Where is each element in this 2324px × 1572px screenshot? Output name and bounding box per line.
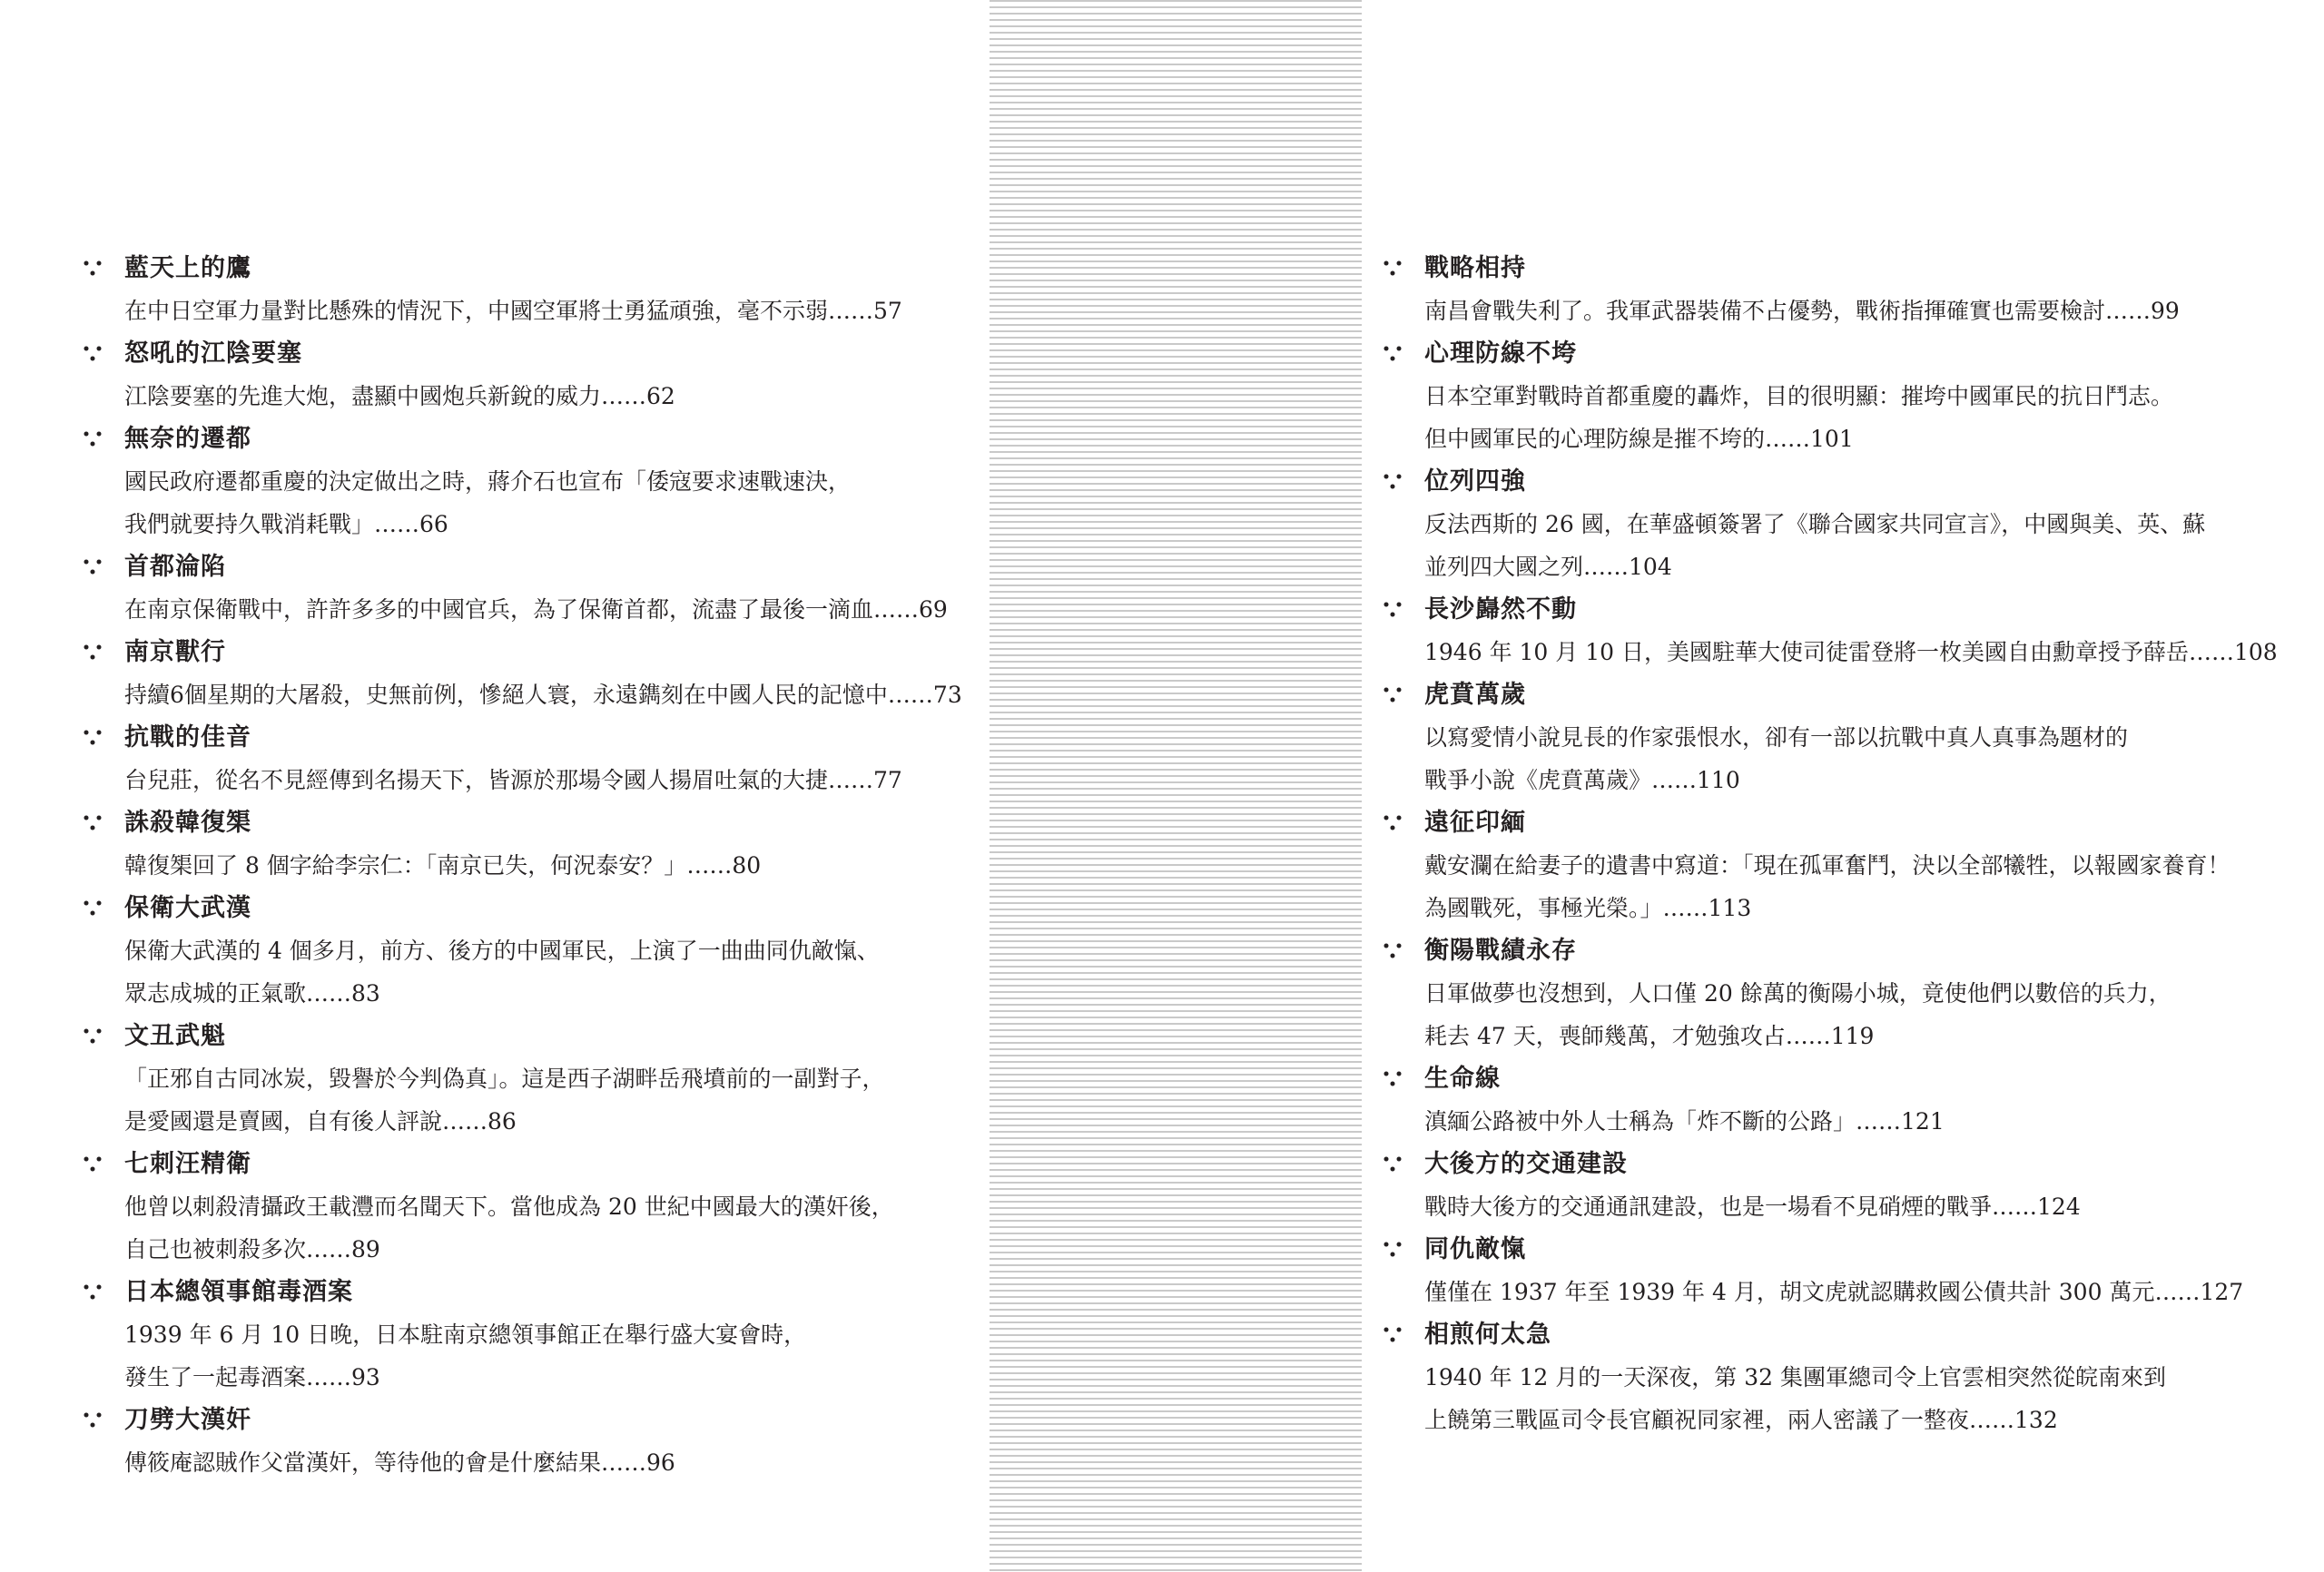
entry-heading (82, 716, 990, 759)
entry-summary-line (82, 290, 990, 332)
page-leader: …… (1785, 1023, 1831, 1049)
page-number: 119 (1830, 1023, 1875, 1049)
entry-summary-line (82, 1100, 990, 1143)
toc-entry (1382, 247, 2317, 332)
entry-heading (1382, 460, 2317, 503)
summary-text: 持續6個星期的大屠殺，史無前例，慘絕人寰，永遠鐫刻在中國人民的記憶中 (124, 682, 888, 708)
summary-text: 僅僅在 1937 年至 1939 年 4 月，胡文虎就認購救國公債共計 300 萬元 (1424, 1279, 2155, 1305)
entry-summary-line (82, 972, 990, 1015)
because-bullet-icon (1382, 673, 1424, 716)
page-number: 89 (351, 1236, 380, 1263)
page-number: 80 (732, 852, 762, 879)
entry-title: 長沙巋然不動 (1424, 595, 1577, 624)
toc-entry (1382, 1313, 2317, 1441)
page-number: 93 (351, 1364, 380, 1390)
because-bullet-icon (82, 418, 124, 460)
page-number: 113 (1708, 895, 1752, 921)
page-leader: …… (601, 383, 647, 409)
summary-text: 國民政府遷都重慶的決定做出之時，蔣介石也宣布「倭寇要求速戰速決， (124, 468, 852, 495)
entry-summary-line (1382, 1185, 2317, 1228)
summary-text: 為國戰死，事極光榮。」 (1424, 895, 1663, 921)
page-number: 121 (1901, 1108, 1945, 1135)
page-leader: …… (374, 511, 420, 537)
page-number: 77 (873, 767, 902, 793)
page-number: 124 (2037, 1194, 2081, 1220)
summary-text: 1939 年 6 月 10 日晚，日本駐南京總領事館正在舉行盛大宴會時， (124, 1321, 807, 1348)
toc-entry (82, 1015, 990, 1143)
entry-summary-line (1382, 290, 2317, 332)
toc-entry (82, 1271, 990, 1399)
because-bullet-icon (82, 1399, 124, 1441)
toc-entry (82, 631, 990, 716)
page-leader: …… (1765, 426, 1811, 452)
entry-title: 七刺汪精衛 (124, 1150, 251, 1178)
entry-summary-line (1382, 759, 2317, 801)
summary-text: 他曾以刺殺清攝政王載灃而名聞天下。當他成為 20 世紀中國最大的漢奸後， (124, 1194, 894, 1220)
page-leader: …… (601, 1449, 647, 1476)
because-bullet-icon (82, 716, 124, 759)
entry-title: 怒吼的江陰要塞 (124, 339, 302, 368)
entry-summary-line (1382, 1100, 2317, 1143)
summary-text: 1946 年 10 月 10 日，美國駐華大使司徒雷登將一枚美國自由勳章授予薛岳 (1424, 639, 2189, 665)
summary-text: 日軍做夢也沒想到，人口僅 20 餘萬的衡陽小城，竟使他們以數倍的兵力， (1424, 980, 2171, 1007)
toc-entry (1382, 929, 2317, 1057)
entry-summary-line (82, 460, 990, 503)
page-leader: …… (2188, 639, 2234, 665)
entry-heading (1382, 673, 2317, 716)
entry-title: 大後方的交通建設 (1424, 1150, 1628, 1178)
because-bullet-icon (1382, 929, 1424, 972)
page-number: 73 (932, 682, 962, 708)
entry-summary-line (1382, 503, 2317, 545)
entry-heading (1382, 1313, 2317, 1356)
because-bullet-icon (82, 545, 124, 588)
toc-entry (82, 418, 990, 545)
entry-summary-line (1382, 1399, 2317, 1441)
toc-entry (1382, 801, 2317, 929)
entry-title: 戰略相持 (1424, 254, 1526, 282)
entry-summary-line (82, 759, 990, 801)
summary-text: 保衛大武漢的 4 個多月，前方、後方的中國軍民，上演了一曲曲同仇敵愾、 (124, 938, 880, 964)
entry-summary-line (1382, 1271, 2317, 1313)
entry-heading (1382, 1143, 2317, 1185)
entry-summary-line (1382, 972, 2317, 1015)
entry-summary-line (1382, 1015, 2317, 1057)
because-bullet-icon (1382, 247, 1424, 290)
page-leader: …… (1992, 1194, 2038, 1220)
page-leader: …… (828, 298, 874, 324)
entry-heading (82, 1015, 990, 1057)
because-bullet-icon (1382, 332, 1424, 375)
page-number: 57 (873, 298, 902, 324)
toc-entry (1382, 332, 2317, 460)
page-leader: …… (442, 1108, 488, 1135)
toc-entry (1382, 1057, 2317, 1143)
page-leader: …… (1583, 554, 1630, 580)
because-bullet-icon (1382, 801, 1424, 844)
entry-summary-line (1382, 844, 2317, 887)
entry-summary-line (82, 673, 990, 716)
entry-title: 誅殺韓復榘 (124, 809, 251, 837)
because-bullet-icon (82, 1143, 124, 1185)
toc-entry (82, 545, 990, 631)
summary-text: 1940 年 12 月的一天深夜，第 32 集團軍總司令上官雲相突然從皖南來到 (1424, 1364, 2166, 1390)
because-bullet-icon (82, 332, 124, 375)
entry-title: 虎賁萬歲 (1424, 681, 1526, 709)
entry-heading (82, 247, 990, 290)
summary-text: 戰時大後方的交通通訊建設，也是一場看不見硝煙的戰爭 (1424, 1194, 1993, 1220)
entry-title: 日本總領事館毒酒案 (124, 1278, 353, 1306)
entry-summary-line (1382, 418, 2317, 460)
page-leader: …… (1856, 1108, 1902, 1135)
entry-heading (1382, 1057, 2317, 1100)
summary-text: 我們就要持久戰消耗戰」 (124, 511, 375, 537)
summary-text: 「正邪自古同冰炭，毀譽於今判偽真」。這是西子湖畔岳飛墳前的一副對子， (124, 1066, 885, 1092)
page-number: 62 (646, 383, 675, 409)
entry-summary-line (82, 1057, 990, 1100)
page-leader: …… (2154, 1279, 2201, 1305)
entry-summary-line (82, 1228, 990, 1271)
entry-heading (1382, 1228, 2317, 1271)
entry-heading (1382, 588, 2317, 631)
entry-heading (82, 887, 990, 929)
entry-summary-line (1382, 631, 2317, 673)
entry-title: 衡陽戰績永存 (1424, 937, 1577, 965)
page-number: 132 (2014, 1407, 2058, 1433)
page-leader: …… (873, 596, 920, 623)
summary-text: 上饒第三戰區司令長官顧祝同家裡，兩人密議了一整夜 (1424, 1407, 1970, 1433)
toc-entry (1382, 673, 2317, 801)
summary-text: 戰爭小說《虎賁萬歲》 (1424, 767, 1652, 793)
because-bullet-icon (82, 247, 124, 290)
because-bullet-icon (1382, 460, 1424, 503)
left-toc-column (82, 247, 990, 1484)
page-number: 127 (2200, 1279, 2244, 1305)
summary-text: 眾志成城的正氣歌 (124, 980, 307, 1007)
entry-summary-line (1382, 545, 2317, 588)
because-bullet-icon (1382, 1143, 1424, 1185)
entry-summary-line (1382, 375, 2317, 418)
summary-text: 耗去 47 天，喪師幾萬，才勉強攻占 (1424, 1023, 1786, 1049)
page-number: 66 (419, 511, 448, 537)
because-bullet-icon (82, 631, 124, 673)
toc-entry (1382, 460, 2317, 588)
page-leader: …… (1651, 767, 1698, 793)
entry-summary-line (82, 1356, 990, 1399)
entry-heading (82, 1399, 990, 1441)
page-leader: …… (686, 852, 733, 879)
summary-text: 傅筱庵認賊作父當漢奸，等待他的會是什麼結果 (124, 1449, 602, 1476)
entry-summary-line (82, 929, 990, 972)
toc-entry (1382, 1143, 2317, 1228)
because-bullet-icon (1382, 1057, 1424, 1100)
entry-heading (1382, 332, 2317, 375)
because-bullet-icon (82, 801, 124, 844)
because-bullet-icon (1382, 1313, 1424, 1356)
entry-heading (1382, 801, 2317, 844)
summary-text: 自己也被刺殺多次 (124, 1236, 307, 1263)
entry-title: 相煎何太急 (1424, 1321, 1551, 1349)
entry-title: 心理防線不垮 (1424, 339, 1577, 368)
page-leader: …… (1969, 1407, 2015, 1433)
entry-heading (1382, 247, 2317, 290)
page-number: 69 (919, 596, 948, 623)
toc-entry (82, 716, 990, 801)
because-bullet-icon (82, 1015, 124, 1057)
entry-summary-line (82, 844, 990, 887)
entry-summary-line (1382, 1356, 2317, 1399)
summary-text: 但中國軍民的心理防線是摧不垮的 (1424, 426, 1766, 452)
summary-text: 並列四大國之列 (1424, 554, 1584, 580)
toc-entry (1382, 588, 2317, 673)
summary-text: 南昌會戰失利了。我軍武器裝備不占優勢，戰術指揮確實也需要檢討 (1424, 298, 2106, 324)
because-bullet-icon (1382, 1228, 1424, 1271)
entry-heading (82, 418, 990, 460)
summary-text: 台兒莊，從名不見經傳到名揚天下，皆源於那場令國人揚眉吐氣的大捷 (124, 767, 829, 793)
entry-title: 南京獸行 (124, 638, 226, 666)
entry-title: 藍天上的鷹 (124, 254, 251, 282)
page-leader: …… (306, 980, 352, 1007)
entry-title: 文丑武魁 (124, 1022, 226, 1050)
entry-title: 生命線 (1424, 1065, 1501, 1093)
page-leader: …… (887, 682, 933, 708)
entry-title: 同仇敵愾 (1424, 1235, 1526, 1263)
entry-summary-line (1382, 887, 2317, 929)
page-number: 86 (487, 1108, 517, 1135)
entry-title: 保衛大武漢 (124, 894, 251, 922)
toc-entry (82, 247, 990, 332)
entry-title: 位列四強 (1424, 467, 1526, 496)
entry-summary-line (82, 503, 990, 545)
entry-heading (82, 332, 990, 375)
entry-title: 無奈的遷都 (124, 425, 251, 453)
because-bullet-icon (82, 1271, 124, 1313)
page-number: 108 (2233, 639, 2278, 665)
entry-summary-line (82, 375, 990, 418)
page-number: 101 (1810, 426, 1854, 452)
toc-entry (82, 1399, 990, 1484)
page-leader: …… (1662, 895, 1709, 921)
entry-title: 遠征印緬 (1424, 809, 1526, 837)
entry-summary-line (82, 588, 990, 631)
entry-summary-line (1382, 716, 2317, 759)
center-gutter-stripes (990, 0, 1362, 1572)
entry-summary-line (82, 1185, 990, 1228)
entry-title: 抗戰的佳音 (124, 723, 251, 752)
entry-heading (82, 1143, 990, 1185)
page-number: 104 (1629, 554, 1672, 580)
summary-text: 發生了一起毒酒案 (124, 1364, 307, 1390)
entry-title: 刀劈大漢奸 (124, 1406, 251, 1434)
summary-text: 滇緬公路被中外人士稱為「炸不斷的公路」 (1424, 1108, 1856, 1135)
toc-entry (82, 887, 990, 1015)
summary-text: 反法西斯的 26 國，在華盛頓簽署了《聯合國家共同宣言》，中國與美、英、蘇 (1424, 511, 2206, 537)
summary-text: 在中日空軍力量對比懸殊的情況下，中國空軍將士勇猛頑強，毫不示弱 (124, 298, 829, 324)
entry-summary-line (82, 1313, 990, 1356)
page-leader: …… (2105, 298, 2152, 324)
toc-entry (1382, 1228, 2317, 1313)
because-bullet-icon (1382, 588, 1424, 631)
toc-entry (82, 801, 990, 887)
page-leader: …… (306, 1364, 352, 1390)
entry-summary-line (82, 1441, 990, 1484)
toc-entry (82, 1143, 990, 1271)
entry-heading (82, 1271, 990, 1313)
entry-heading (1382, 929, 2317, 972)
entry-heading (82, 631, 990, 673)
toc-entry (82, 332, 990, 418)
right-toc-column (1382, 247, 2317, 1441)
entry-title: 首都淪陷 (124, 553, 226, 581)
page-leader: …… (306, 1236, 352, 1263)
page-number: 83 (351, 980, 380, 1007)
summary-text: 日本空軍對戰時首都重慶的轟炸，目的很明顯：摧垮中國軍民的抗日鬥志。 (1424, 383, 2174, 409)
summary-text: 在南京保衛戰中，許許多多的中國官兵，為了保衛首都，流盡了最後一滴血 (124, 596, 874, 623)
summary-text: 是愛國還是賣國，自有後人評說 (124, 1108, 443, 1135)
page-number: 96 (646, 1449, 675, 1476)
because-bullet-icon (82, 887, 124, 929)
summary-text: 以寫愛情小說見長的作家張恨水，卻有一部以抗戰中真人真事為題材的 (1424, 724, 2129, 751)
summary-text: 江陰要塞的先進大炮，盡顯中國炮兵新銳的威力 (124, 383, 602, 409)
page-number: 110 (1697, 767, 1740, 793)
summary-text: 韓復榘回了 8 個字給李宗仁：「南京已失，何況泰安？」 (124, 852, 687, 879)
entry-heading (82, 801, 990, 844)
entry-heading (82, 545, 990, 588)
page-leader: …… (828, 767, 874, 793)
summary-text: 戴安瀾在給妻子的遺書中寫道：「現在孤軍奮鬥，決以全部犧牲，以報國家養育！ (1424, 852, 2230, 879)
page-number: 99 (2151, 298, 2180, 324)
